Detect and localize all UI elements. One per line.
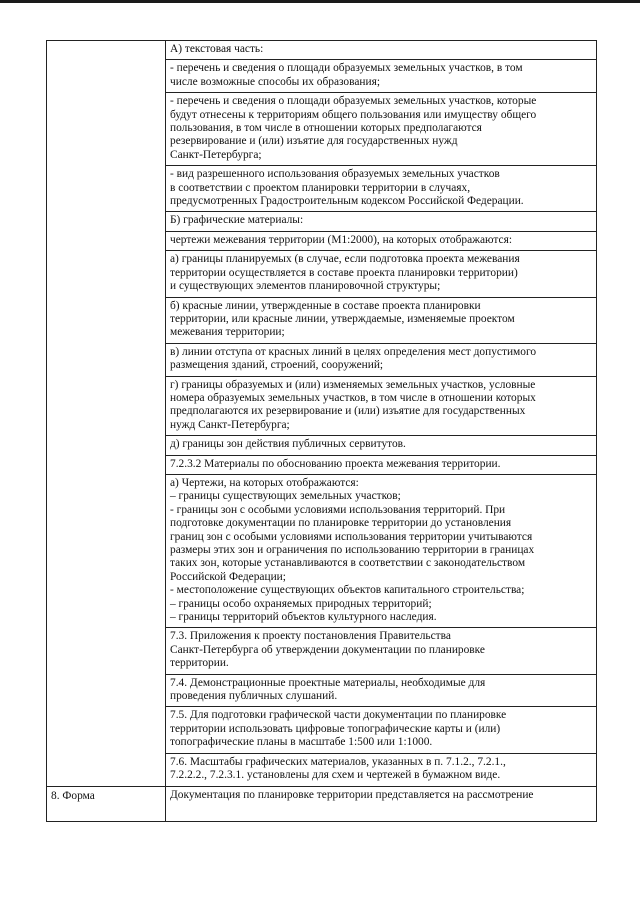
paragraph-line: номера образуемых земельных участков, в том числе в отношении которых xyxy=(170,391,536,404)
paragraph-line: а) Чертежи, на которых отображаются: xyxy=(170,476,359,489)
paragraph-line: территории использовать цифровые топографические карты и (или) xyxy=(170,722,501,735)
paragraph xyxy=(166,93,596,166)
paragraph xyxy=(166,212,596,231)
section-content-cell xyxy=(166,41,597,787)
paragraph-line: нужд Санкт-Петербурга; xyxy=(170,418,290,431)
paragraph-line: в соответствии с проектом планировки территории в случаях, xyxy=(170,181,471,194)
paragraph-line: 7.4. Демонстрационные проектные материалы, необходимые для xyxy=(170,676,486,689)
paragraph xyxy=(166,232,596,251)
paragraph xyxy=(166,41,596,60)
paragraph-line: 7.3. Приложения к проекту постановления Правительства xyxy=(170,630,451,643)
paragraph xyxy=(166,344,596,377)
paragraph-line: д) границы зон действия публичных сервитутов. xyxy=(170,438,406,451)
paragraph-line: предполагаются их резервирование и (или) изъятие для государственных xyxy=(170,405,526,418)
paragraph-line: в) линии отступа от красных линий в целях определения мест допустимого xyxy=(170,345,537,358)
paragraph-line: будут отнесены к территориям общего пользования или имуществу общего xyxy=(170,108,537,121)
paragraph xyxy=(166,251,596,297)
paragraph-line: топографические планы в масштабе 1:500 или 1:1000. xyxy=(170,736,433,749)
paragraph-line: г) границы образуемых и (или) изменяемых земельных участков, условные xyxy=(170,378,536,391)
table-row xyxy=(47,786,597,821)
paragraph-line: проведения публичных слушаний. xyxy=(170,690,338,703)
paragraph xyxy=(166,475,596,628)
paragraph-line: – границы существующих земельных участков; xyxy=(170,490,401,503)
paragraph-line: б) красные линии, утвержденные в составе проекта планировки xyxy=(170,299,481,312)
paragraph-line: - перечень и сведения о площади образуемых земельных участков, которые xyxy=(170,95,537,108)
paragraph-line: - перечень и сведения о площади образуемых земельных участков, в том xyxy=(170,62,523,75)
paragraph xyxy=(166,628,596,674)
paragraph-line: размещения зданий, строений, сооружений; xyxy=(170,359,384,372)
paragraph-line: Санкт-Петербурга об утверждении документации по планировке xyxy=(170,643,485,656)
paragraph-line: подготовке документации по планировке территории до установления xyxy=(170,517,512,530)
paragraph-line: – границы особо охраняемых природных территорий; xyxy=(170,597,432,610)
paragraph-line: 7.2.3.2 Материалы по обоснованию проекта межевания территории. xyxy=(170,457,501,470)
paragraph-line: Российской Федерации; xyxy=(170,570,286,583)
paragraph-line: границ зон с особыми условиями использования территории учитываются xyxy=(170,530,533,543)
paragraph-line: размеры этих зон и ограничения по использованию территории в границах xyxy=(170,544,535,556)
paragraph-line: межевания территории; xyxy=(170,326,285,339)
paragraph xyxy=(166,675,596,708)
paragraph xyxy=(166,60,596,93)
paragraph-line: 7.6. Масштабы графических материалов, указанных в п. 7.1.2., 7.2.1., xyxy=(170,755,506,768)
paragraph-line: резервирование и (или) изъятие для государственных нужд xyxy=(170,135,458,148)
paragraph-line: - вид разрешенного использования образуемых земельных участков xyxy=(170,168,500,181)
paragraph-line: 7.2.2.2., 7.2.3.1. установлены для схем и чертежей в бумажном виде. xyxy=(170,769,501,782)
paragraph xyxy=(166,754,596,786)
paragraph-line: Санкт-Петербурга; xyxy=(170,148,262,161)
paragraph-line: - местоположение существующих объектов капитального строительства; xyxy=(170,584,525,597)
paragraph-line: таких зон, которые устанавливаются в соответствии с законодательством xyxy=(170,557,526,570)
paragraph-list xyxy=(166,41,596,786)
paragraph-line: территории. xyxy=(170,657,229,670)
paragraph-line: и существующих элементов планировочной структуры; xyxy=(170,280,441,293)
paragraph-line: 7.5. Для подготовки графической части документации по планировке xyxy=(170,709,507,722)
table-row xyxy=(47,41,597,787)
paragraph-line: А) текстовая часть: xyxy=(170,43,264,55)
paragraph xyxy=(166,298,596,344)
paragraph-line: чертежи межевания территории (М1:2000), на которых отображаются: xyxy=(170,233,512,246)
paragraph-line: а) границы планируемых (в случае, если подготовка проекта межевания xyxy=(170,253,520,266)
paragraph-line: территории осуществляется в составе проекта планировки территории) xyxy=(170,266,518,279)
paragraph-line: - границы зон с особыми условиями использования территорий. При xyxy=(170,503,506,516)
paragraph xyxy=(166,436,596,455)
form-paragraph: Документация по планировке территории представляется на рассмотрение xyxy=(170,788,534,801)
section-label-cell xyxy=(47,41,166,787)
paragraph-line: территории, или красные линии, утверждаемые, изменяемые проектом xyxy=(170,312,515,325)
paragraph-line: числе возможные способы их образования; xyxy=(170,75,381,88)
paragraph-line: Б) графические материалы: xyxy=(170,214,304,227)
paragraph-line: – границы территорий объектов культурного наследия. xyxy=(170,611,437,624)
section-label-form: 8. Форма xyxy=(47,786,166,821)
section-content-form xyxy=(166,786,597,821)
paragraph xyxy=(166,456,596,475)
paragraph-line: пользования, в том числе в отношении которых предполагаются xyxy=(170,122,482,135)
requirements-table xyxy=(46,40,597,822)
paragraph xyxy=(166,707,596,753)
paragraph xyxy=(166,166,596,212)
paragraph xyxy=(166,377,596,437)
page-top-border xyxy=(0,0,640,3)
paragraph-line: предусмотренных Градостроительным кодексом Российской Федерации. xyxy=(170,195,524,208)
